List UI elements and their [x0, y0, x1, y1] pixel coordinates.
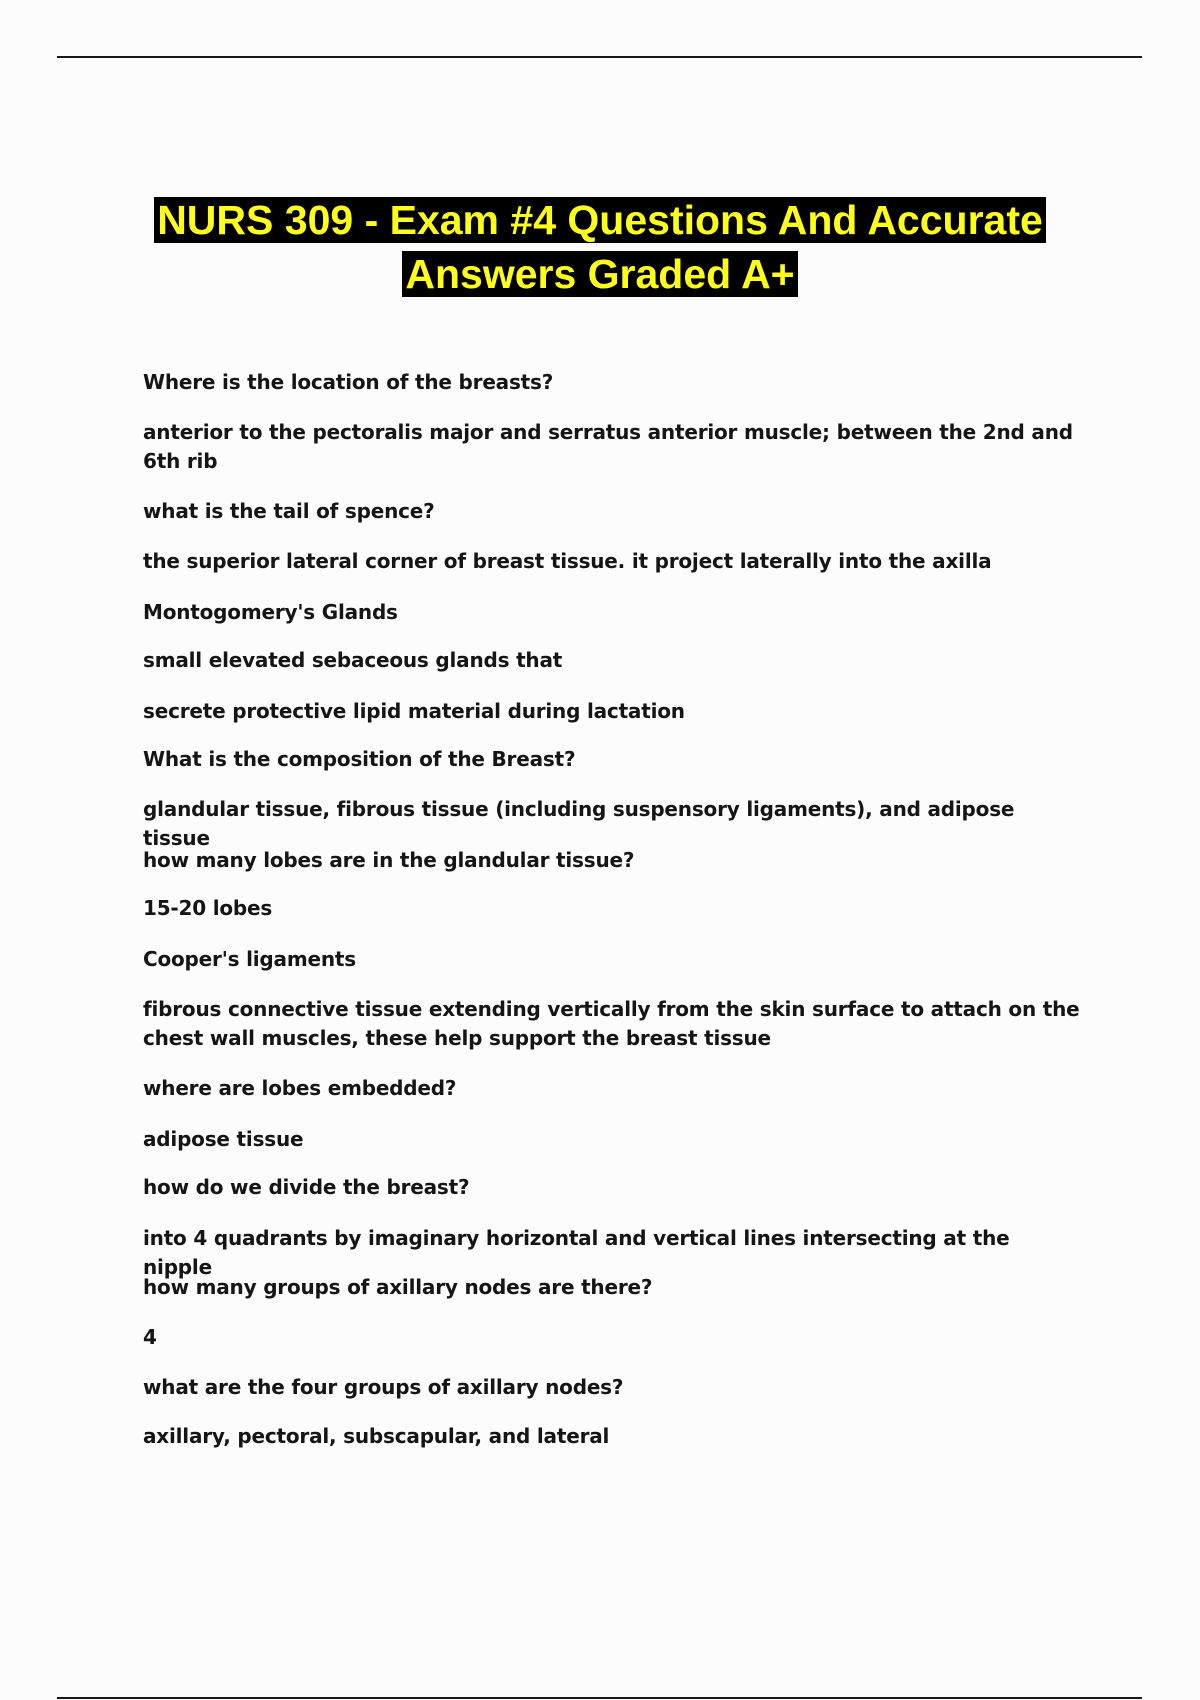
question-text: what is the tail of spence? [143, 499, 435, 523]
question-text: What is the composition of the Breast? [143, 747, 576, 771]
title-line-1: NURS 309 - Exam #4 Questions And Accurate [154, 197, 1046, 243]
question-text: how many lobes are in the glandular tissue? [143, 848, 635, 872]
question-text: where are lobes embedded? [143, 1076, 457, 1100]
question-text: what are the four groups of axillary nodes? [143, 1375, 624, 1399]
answer-text: axillary, pectoral, subscapular, and lateral [143, 1424, 610, 1448]
answer-text: adipose tissue [143, 1127, 304, 1151]
answer-text: 15-20 lobes [143, 896, 273, 920]
document-title [60, 193, 1140, 301]
question-text: Montogomery's Glands [143, 600, 398, 624]
bottom-divider [57, 1697, 1142, 1699]
answer-text: secrete protective lipid material during lactation [143, 699, 685, 723]
question-text: how do we divide the breast? [143, 1175, 470, 1199]
question-text: Where is the location of the breasts? [143, 370, 554, 394]
question-text: Cooper's ligaments [143, 947, 356, 971]
answer-text: anterior to the pectoralis major and serratus anterior muscle; between the 2nd and 6th rib [143, 420, 1073, 473]
answer-text: glandular tissue, fibrous tissue (including suspensory ligaments), and adipose tissue [143, 797, 1015, 850]
answer-text: small elevated sebaceous glands that [143, 648, 563, 672]
answer-text: 4 [143, 1325, 157, 1349]
top-divider [57, 56, 1142, 58]
question-text: how many groups of axillary nodes are there? [143, 1275, 653, 1299]
answer-text: the superior lateral corner of breast tissue. it project laterally into the axilla [143, 549, 992, 573]
answer-text: fibrous connective tissue extending vertically from the skin surface to attach on the chest wall muscles, these help support the breast tissue [143, 997, 1080, 1050]
title-line-2: Answers Graded A+ [402, 251, 797, 297]
answer-text: into 4 quadrants by imaginary horizontal and vertical lines intersecting at the nipple [143, 1226, 1010, 1279]
